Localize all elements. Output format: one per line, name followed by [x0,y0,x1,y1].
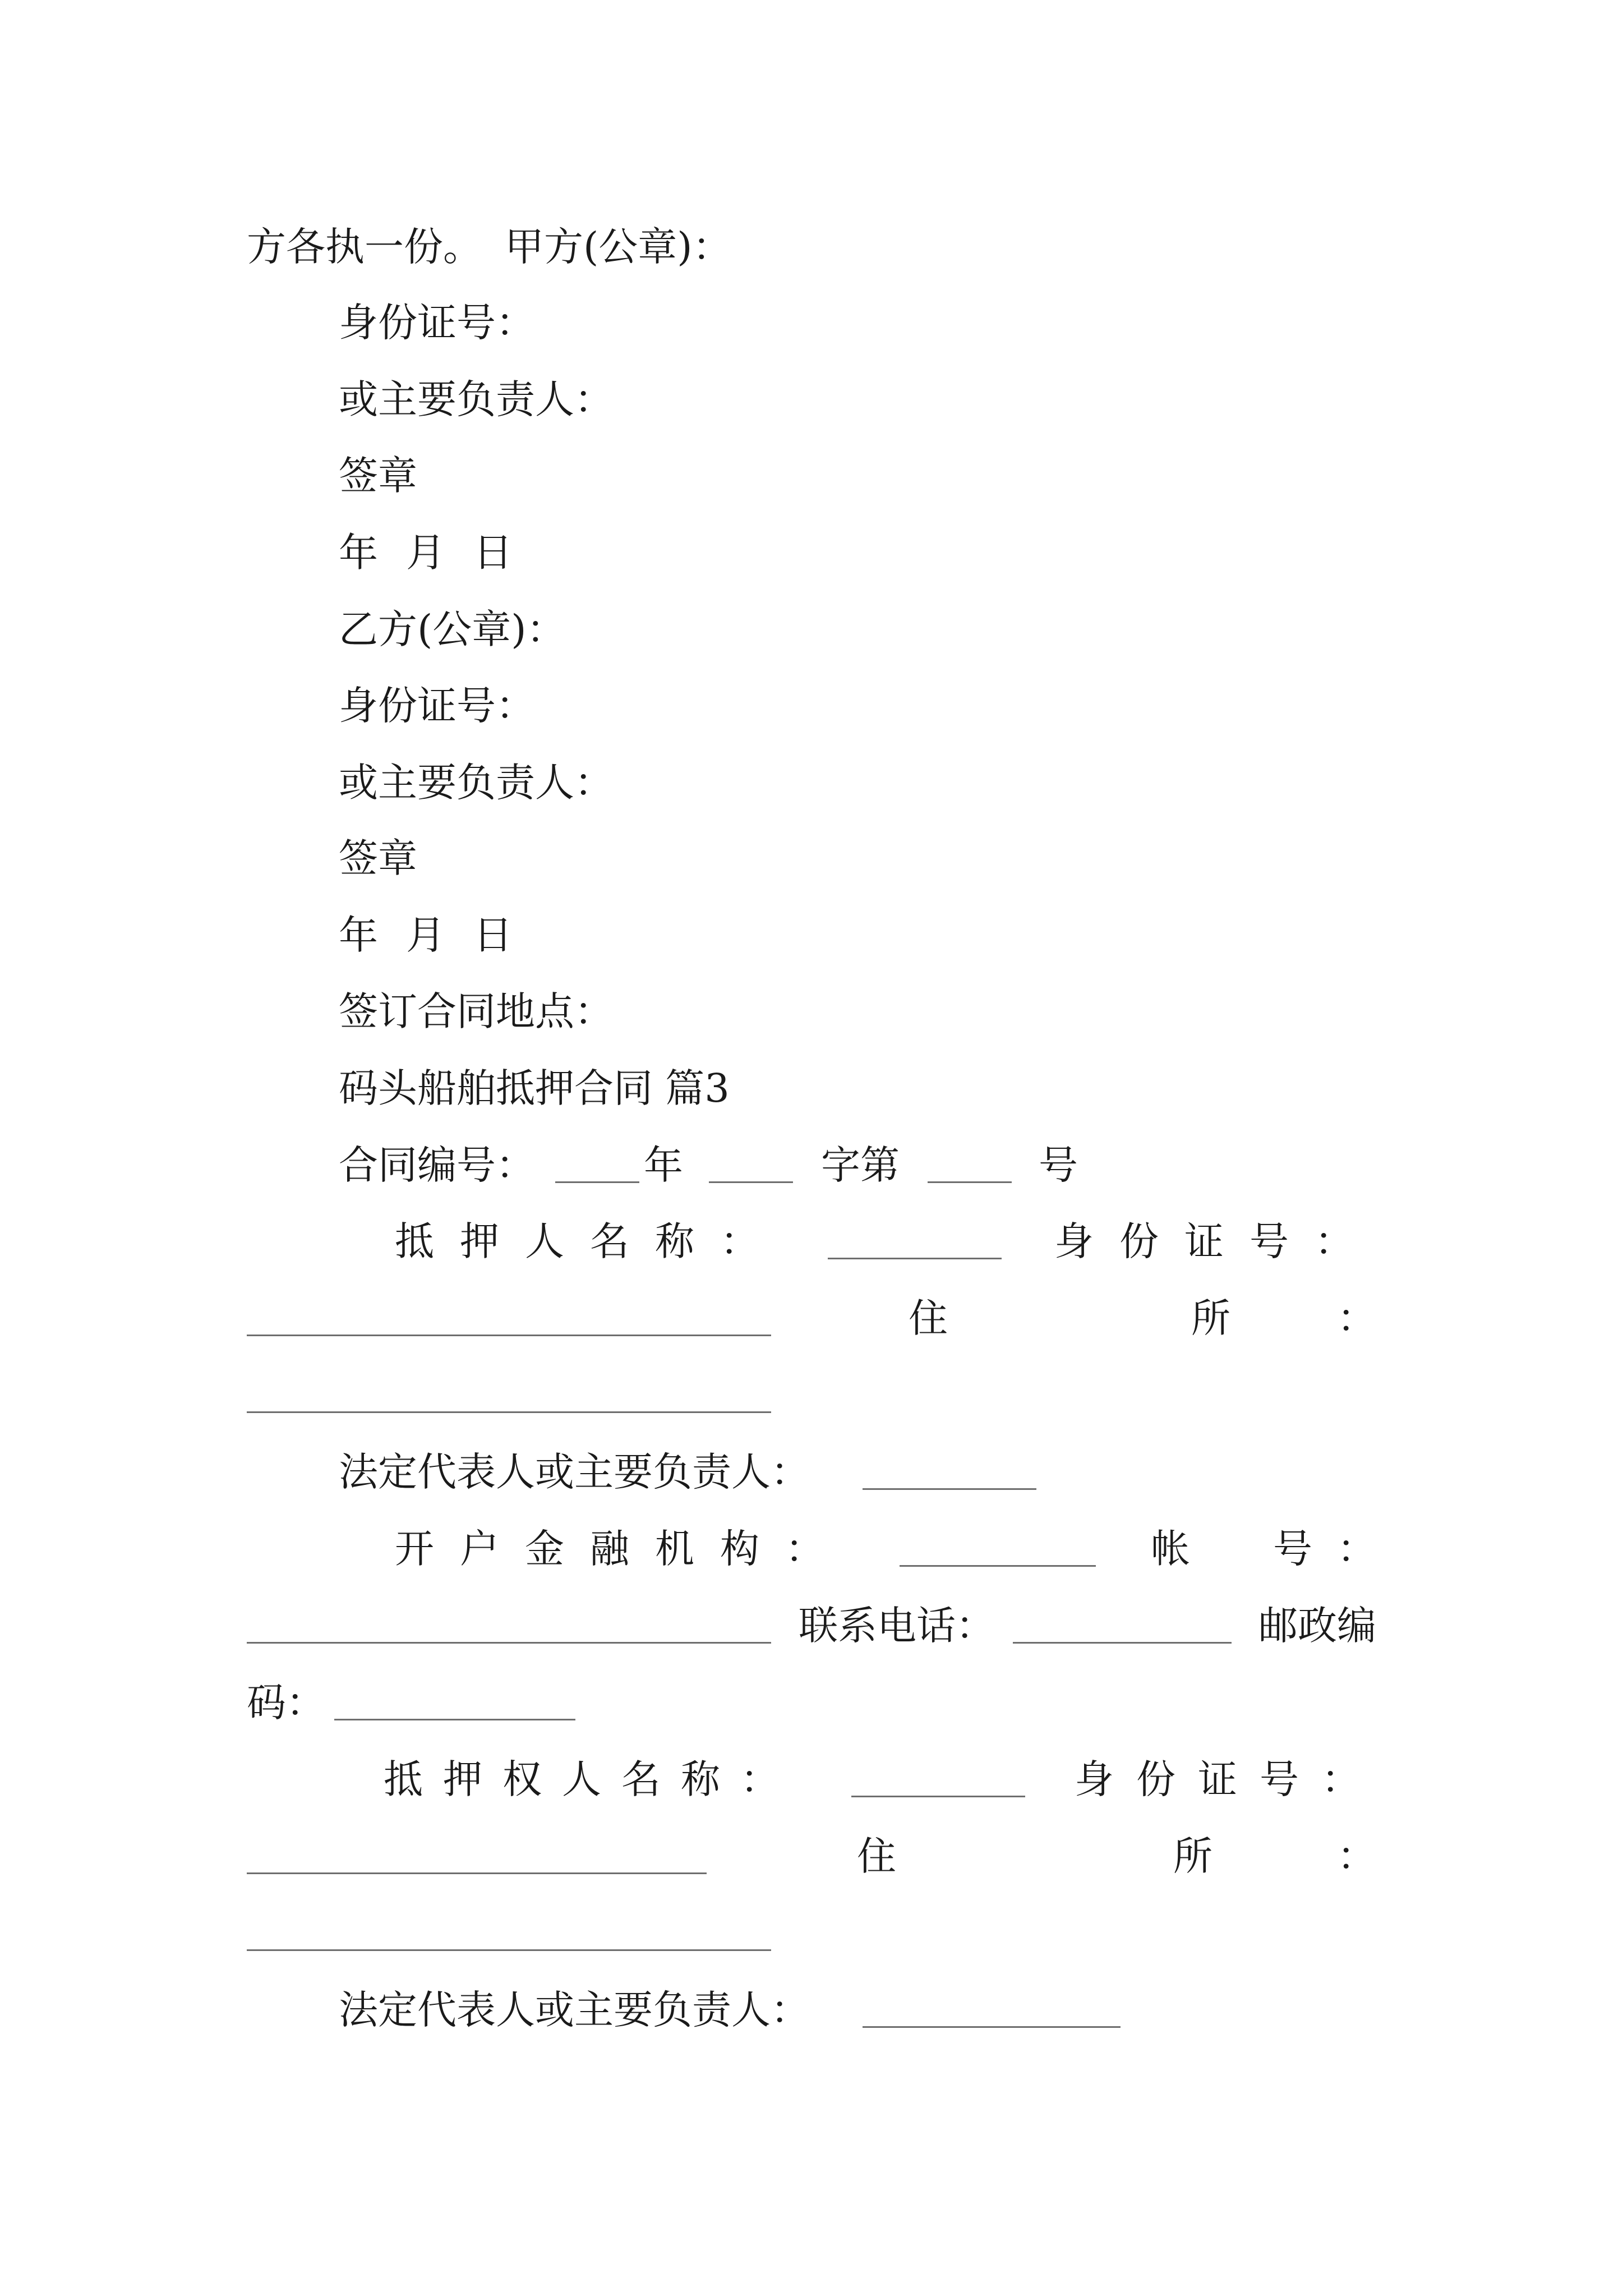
contract-word-label: 字第 [821,1142,900,1188]
contract-word-blank [709,1181,793,1183]
contract-number-label: 合同编号： [339,1142,535,1188]
party-b-principal-label: 或主要负责人： [339,760,614,806]
mortgagee-id-blank [247,1872,707,1874]
party-a-date-line [339,527,513,578]
mortgagor-postcode-label: 邮政编 [1258,1603,1376,1649]
mortgagor-bank-blank [900,1565,1096,1567]
text-line [247,222,732,272]
party-b-id-label: 身份证号： [339,683,535,729]
mortgagor-name-blank [828,1258,1002,1259]
section-title: 码头船舶抵押合同 篇3 [339,1065,730,1111]
contract-number-suffix: 号 [1039,1142,1078,1188]
mortgagor-name-label: 抵押人名称： [395,1218,785,1264]
mortgagor-phone-label: 联系电话： [799,1603,995,1649]
mortgagor-postcode-label-cont: 码： [247,1680,325,1726]
year-label: 年 [339,912,378,958]
party-b-seal-label: 乙方(公章)： [339,606,566,652]
mortgagor-legal-rep-blank [863,1488,1036,1490]
mortgagee-address-label-2: 所 [1173,1833,1212,1879]
contract-year-blank [555,1181,639,1183]
mortgagor-legal-rep-label: 法定代表人或主要负责人： [339,1449,810,1495]
mortgagor-account-label-1: 帐 [1151,1526,1190,1572]
mortgagor-address-label-1: 住 [909,1295,948,1341]
mortgagor-address-colon: ： [1337,1295,1376,1341]
mortgagee-address-blank [247,1949,771,1951]
mortgagee-address-label-1: 住 [857,1833,896,1879]
month-label: 月 [406,530,445,576]
party-a-signature-label: 签章 [339,453,417,499]
mortgagee-legal-rep-blank [863,2026,1121,2028]
mortgagor-id-blank [247,1335,771,1336]
year-label: 年 [339,530,378,576]
contract-seq-blank [928,1181,1012,1183]
month-label: 月 [406,912,445,958]
mortgagee-name-label: 抵押权人名称： [384,1756,800,1802]
party-b-date-line [339,910,513,960]
mortgagee-id-label: 身份证号： [1075,1756,1383,1802]
mortgagee-legal-rep-label: 法定代表人或主要负责人： [339,1987,810,2033]
signing-location-label: 签订合同地点： [339,988,614,1034]
party-a-seal-label: 甲方(公章)： [505,224,732,270]
party-a-id-label: 身份证号： [339,300,535,346]
party-a-principal-label: 或主要负责人： [339,376,614,422]
closing-text: 方各执一份。 [247,224,482,270]
day-label: 日 [473,912,513,958]
party-b-signature-label: 签章 [339,835,417,881]
mortgagor-bank-label: 开户金融机构： [395,1526,850,1572]
mortgagor-account-label-2: 号 [1273,1526,1312,1572]
contract-year-label: 年 [644,1142,683,1188]
mortgagee-name-blank [851,1796,1025,1797]
mortgagor-address-blank [247,1411,771,1413]
mortgagor-account-blank [247,1642,771,1644]
day-label: 日 [473,530,513,576]
mortgagor-phone-blank [1013,1642,1232,1644]
mortgagor-id-label: 身份证号： [1054,1218,1380,1264]
mortgagor-account-colon: ： [1337,1526,1376,1572]
mortgagor-postcode-blank [334,1719,575,1720]
mortgagor-address-label-2: 所 [1191,1295,1230,1341]
mortgagee-address-colon: ： [1337,1833,1376,1879]
